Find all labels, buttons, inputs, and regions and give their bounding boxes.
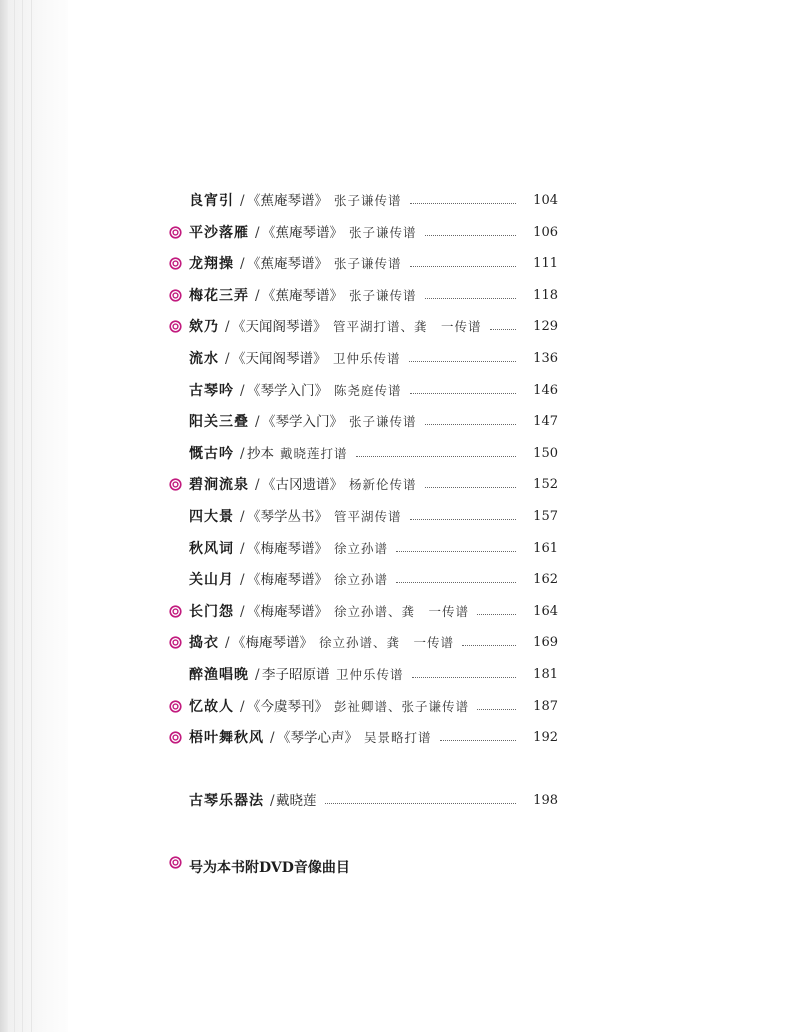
toc-entry xyxy=(0,473,800,497)
entry-separator: / xyxy=(255,414,260,430)
entry-title: 古琴吟 xyxy=(189,383,234,399)
entry-separator: / xyxy=(240,193,245,209)
entry-separator: / xyxy=(225,635,230,651)
entry-page-number: 146 xyxy=(533,383,558,398)
dot-leader xyxy=(412,677,516,678)
toc-entry xyxy=(0,379,800,403)
toc-entry xyxy=(0,284,800,308)
dot-leader xyxy=(356,456,516,457)
entry-title: 平沙落雁 xyxy=(189,225,249,241)
toc-entry xyxy=(0,695,800,719)
toc-entry xyxy=(0,347,800,371)
toc-entry xyxy=(0,221,800,245)
entry-source: 抄本 xyxy=(247,446,274,462)
entry-title: 流水 xyxy=(189,351,219,367)
entry-title: 欸乃 xyxy=(189,319,219,335)
entry-note: 张子谦传谱 xyxy=(349,288,417,303)
entry-title: 慨古吟 xyxy=(189,446,234,462)
entry-page-number: 187 xyxy=(533,699,558,714)
entry-note: 徐立孙谱 xyxy=(334,541,389,556)
entry-separator: / xyxy=(255,667,260,683)
entry-source: 《琴学心声》 xyxy=(277,730,358,746)
entry-title: 阳关三叠 xyxy=(189,414,249,430)
entry-separator: / xyxy=(255,225,260,241)
entry-note: 徐立孙谱、龚 一传谱 xyxy=(319,635,455,650)
toc-entry xyxy=(0,600,800,624)
dot-leader xyxy=(396,582,516,583)
entry-source: 《蕉庵琴谱》 xyxy=(247,256,328,272)
entry-source: 《琴学入门》 xyxy=(262,414,343,430)
entry-note: 吴景略打谱 xyxy=(364,730,432,745)
entry-source: 《梅庵琴谱》 xyxy=(247,604,328,620)
entry-page-number: 111 xyxy=(533,256,558,271)
entry-source: 《琴学入门》 xyxy=(247,383,328,399)
entry-page-number: 136 xyxy=(533,351,558,366)
toc-entry xyxy=(0,537,800,561)
entry-page-number: 147 xyxy=(533,414,558,429)
double-circle-icon xyxy=(169,605,182,618)
entry-note: 彭祉卿谱、张子谦传谱 xyxy=(334,699,470,714)
entry-separator: / xyxy=(240,699,245,715)
entry-title: 醉渔唱晚 xyxy=(189,667,249,683)
entry-separator: / xyxy=(255,288,260,304)
entry-note: 张子谦传谱 xyxy=(349,225,417,240)
entry-page-number: 106 xyxy=(533,225,558,240)
dot-leader xyxy=(410,519,516,520)
entry-page-number: 104 xyxy=(533,193,558,208)
dot-leader xyxy=(410,393,516,394)
entry-page-number: 181 xyxy=(533,667,558,682)
entry-title: 忆故人 xyxy=(189,699,234,715)
entry-source: 《今虞琴刊》 xyxy=(247,699,328,715)
entry-title: 关山月 xyxy=(189,572,234,588)
entry-note: 徐立孙谱、龚 一传谱 xyxy=(334,604,470,619)
entry-separator: / xyxy=(225,319,230,335)
toc-entry xyxy=(0,505,800,529)
entry-source: 《蕉庵琴谱》 xyxy=(262,225,343,241)
entry-page-number: 157 xyxy=(533,509,558,524)
entry-page-number: 198 xyxy=(533,793,558,808)
entry-title: 龙翔操 xyxy=(189,256,234,272)
entry-note: 管平湖传谱 xyxy=(334,509,402,524)
entry-separator: / xyxy=(240,541,245,557)
entry-source: 戴晓莲 xyxy=(276,793,317,809)
entry-separator: / xyxy=(225,351,230,367)
toc-entry xyxy=(0,410,800,434)
entry-title: 秋风词 xyxy=(189,541,234,557)
entry-separator: / xyxy=(240,256,245,272)
entry-title: 长门怨 xyxy=(189,604,234,620)
entry-source: 《天闻阁琴谱》 xyxy=(232,351,327,367)
toc-entry xyxy=(0,315,800,339)
entry-source: 李子昭原谱 xyxy=(262,667,330,683)
entry-note: 张子谦传谱 xyxy=(334,193,402,208)
double-circle-icon xyxy=(169,856,182,869)
entry-separator: / xyxy=(240,446,245,462)
entry-page-number: 129 xyxy=(533,319,558,334)
entry-title: 古琴乐器法 xyxy=(189,793,264,809)
entry-title: 四大景 xyxy=(189,509,234,525)
dot-leader xyxy=(425,487,516,488)
entry-page-number: 164 xyxy=(533,604,558,619)
entry-page-number: 169 xyxy=(533,635,558,650)
double-circle-icon xyxy=(169,636,182,649)
entry-note: 徐立孙谱 xyxy=(334,572,389,587)
entry-separator: / xyxy=(270,793,275,809)
dot-leader xyxy=(477,614,516,615)
entry-separator: / xyxy=(270,730,275,746)
entry-title: 良宵引 xyxy=(189,193,234,209)
entry-page-number: 150 xyxy=(533,446,558,461)
entry-note: 张子谦传谱 xyxy=(349,414,417,429)
entry-page-number: 161 xyxy=(533,541,558,556)
entry-separator: / xyxy=(255,477,260,493)
toc-entry xyxy=(0,252,800,276)
dot-leader xyxy=(425,298,516,299)
dot-leader xyxy=(477,709,516,710)
dot-leader xyxy=(462,645,516,646)
toc-entry xyxy=(0,189,800,213)
double-circle-icon xyxy=(169,478,182,491)
entry-title: 梅花三弄 xyxy=(189,288,249,304)
entry-note: 卫仲乐传谱 xyxy=(336,667,404,682)
entry-source: 《古冈遗谱》 xyxy=(262,477,343,493)
entry-page-number: 192 xyxy=(533,730,558,745)
entry-source: 《梅庵琴谱》 xyxy=(232,635,313,651)
entry-title: 捣衣 xyxy=(189,635,219,651)
dot-leader xyxy=(425,424,516,425)
entry-separator: / xyxy=(240,572,245,588)
entry-note: 戴晓莲打谱 xyxy=(280,446,348,461)
toc-entry xyxy=(0,442,800,466)
toc-entry xyxy=(0,631,800,655)
toc-entry xyxy=(0,663,800,687)
toc-entry xyxy=(0,568,800,592)
double-circle-icon xyxy=(169,731,182,744)
entry-separator: / xyxy=(240,604,245,620)
entry-source: 《琴学丛书》 xyxy=(247,509,328,525)
dot-leader xyxy=(410,203,516,204)
entry-title: 梧叶舞秋风 xyxy=(189,730,264,746)
double-circle-icon xyxy=(169,320,182,333)
footnote xyxy=(169,856,350,880)
entry-source: 《梅庵琴谱》 xyxy=(247,541,328,557)
dot-leader xyxy=(490,329,516,330)
double-circle-icon xyxy=(169,700,182,713)
entry-source: 《梅庵琴谱》 xyxy=(247,572,328,588)
entry-note: 陈尧庭传谱 xyxy=(334,383,402,398)
dot-leader xyxy=(425,235,516,236)
entry-page-number: 162 xyxy=(533,572,558,587)
entry-source: 《蕉庵琴谱》 xyxy=(247,193,328,209)
footnote-text: 号为本书附DVD音像曲目 xyxy=(189,860,350,876)
dot-leader xyxy=(410,266,516,267)
entry-title: 碧涧流泉 xyxy=(189,477,249,493)
toc-entry xyxy=(0,726,800,750)
entry-separator: / xyxy=(240,509,245,525)
double-circle-icon xyxy=(169,257,182,270)
entry-page-number: 118 xyxy=(533,288,558,303)
double-circle-icon xyxy=(169,289,182,302)
dot-leader xyxy=(409,361,516,362)
entry-page-number: 152 xyxy=(533,477,558,492)
entry-separator: / xyxy=(240,383,245,399)
dot-leader xyxy=(396,551,516,552)
entry-source: 《天闻阁琴谱》 xyxy=(232,319,327,335)
entry-source: 《蕉庵琴谱》 xyxy=(262,288,343,304)
entry-note: 张子谦传谱 xyxy=(334,256,402,271)
entry-note: 卫仲乐传谱 xyxy=(333,351,401,366)
dot-leader xyxy=(325,803,516,804)
dot-leader xyxy=(440,740,516,741)
double-circle-icon xyxy=(169,226,182,239)
entry-note: 杨新伦传谱 xyxy=(349,477,417,492)
toc-entry-appendix xyxy=(0,789,800,813)
entry-note: 管平湖打谱、龚 一传谱 xyxy=(333,319,482,334)
